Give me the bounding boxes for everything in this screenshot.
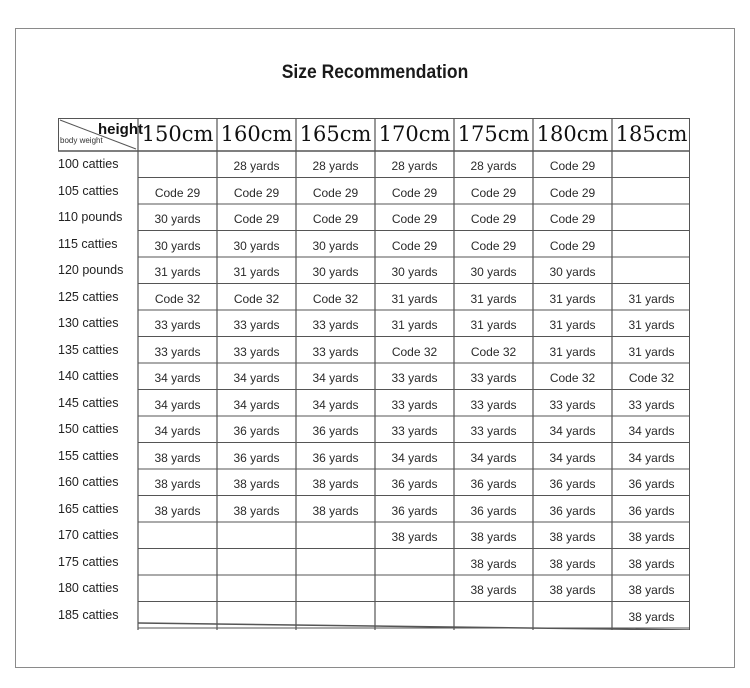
row-label: 170 catties <box>58 528 119 542</box>
column-header: 150cm <box>141 122 214 146</box>
column-header: 180cm <box>536 122 609 146</box>
row-label: 125 catties <box>58 289 119 304</box>
table-cell: 31 yards <box>154 265 201 279</box>
row-label: 185 catties <box>58 607 119 622</box>
table-cell: 30 yards <box>312 238 359 253</box>
table-cell: 31 yards <box>391 318 438 332</box>
corner-weight-label: body weight <box>60 136 103 145</box>
table-cell: Code 29 <box>154 185 201 200</box>
table-cell: Code 29 <box>312 212 359 226</box>
table-cell: 38 yards <box>154 477 201 491</box>
table-cell: 38 yards <box>628 583 675 597</box>
table-cell: 33 yards <box>470 371 517 385</box>
table-cell: Code 29 <box>549 212 596 226</box>
table-cell: 31 yards <box>628 291 675 306</box>
table-cell: 34 yards <box>628 424 675 438</box>
table-cell: Code 32 <box>391 344 438 359</box>
row-label: 120 pounds <box>58 263 124 277</box>
table-cell: 36 yards <box>233 424 280 438</box>
table-cell: Code 29 <box>549 185 596 200</box>
column-header: 165cm <box>299 122 372 146</box>
table-cell: 38 yards <box>549 530 596 544</box>
table-cell: 30 yards <box>233 238 280 253</box>
table-cell: 31 yards <box>628 344 675 359</box>
table-cell: 33 yards <box>391 397 438 412</box>
table-cell: 31 yards <box>549 291 596 306</box>
table-cell: 31 yards <box>549 318 596 332</box>
table-cell: 33 yards <box>154 318 201 332</box>
table-cell: 33 yards <box>470 424 517 438</box>
table-cell: 36 yards <box>312 424 359 438</box>
table-cell: 38 yards <box>391 530 438 544</box>
row-label: 140 catties <box>58 369 119 383</box>
table-cell: 36 yards <box>391 477 438 491</box>
table-cell: 30 yards <box>549 265 596 279</box>
table-cell: Code 29 <box>470 185 517 200</box>
table-cell: 33 yards <box>154 344 201 359</box>
table-cell: 36 yards <box>233 450 280 465</box>
table-cell: Code 32 <box>470 344 517 359</box>
table-cell: 38 yards <box>470 530 517 544</box>
table-cell: 30 yards <box>154 212 201 226</box>
table-cell: 31 yards <box>549 344 596 359</box>
table-cell: Code 29 <box>470 212 517 226</box>
table-cell: Code 29 <box>470 238 517 253</box>
table-cell: 33 yards <box>391 424 438 438</box>
table-cell: 33 yards <box>233 344 280 359</box>
table-cell: 38 yards <box>549 583 596 597</box>
table-cell: 38 yards <box>628 609 675 624</box>
table-cell: Code 32 <box>154 291 201 306</box>
table-cell: 36 yards <box>470 477 517 491</box>
table-cell: Code 32 <box>233 291 280 306</box>
table-cell: Code 29 <box>233 212 280 226</box>
row-label: 165 catties <box>58 501 119 516</box>
table-cell: 38 yards <box>312 503 359 518</box>
table-cell: 36 yards <box>312 450 359 465</box>
row-label: 130 catties <box>58 316 119 330</box>
table-cell: 34 yards <box>312 397 359 412</box>
table-cell: Code 32 <box>549 371 596 385</box>
table-cell: 30 yards <box>470 265 517 279</box>
table-cell: 30 yards <box>391 265 438 279</box>
table-cell: 33 yards <box>312 344 359 359</box>
table-cell: 33 yards <box>391 371 438 385</box>
table-cell: Code 32 <box>312 291 359 306</box>
table-cell: 38 yards <box>154 450 201 465</box>
table-cell: Code 29 <box>391 238 438 253</box>
table-cell: 34 yards <box>470 450 517 465</box>
table-cell: 34 yards <box>233 397 280 412</box>
table-cell: 38 yards <box>233 503 280 518</box>
table-cell: Code 29 <box>391 185 438 200</box>
table-cell: 28 yards <box>233 159 280 173</box>
table-cell: Code 29 <box>549 238 596 253</box>
table-cell: Code 29 <box>549 159 596 173</box>
table-cell: 38 yards <box>233 477 280 491</box>
table-cell: 34 yards <box>154 424 201 438</box>
table-cell: 34 yards <box>628 450 675 465</box>
column-header: 160cm <box>220 122 293 146</box>
row-label: 175 catties <box>58 554 119 569</box>
table-cell: 31 yards <box>470 318 517 332</box>
row-label: 160 catties <box>58 475 119 489</box>
table-cell: 34 yards <box>312 371 359 385</box>
table-cell: 33 yards <box>312 318 359 332</box>
table-cell: 33 yards <box>233 318 280 332</box>
table-cell: 38 yards <box>154 503 201 518</box>
row-label: 135 catties <box>58 342 119 357</box>
page-title: Size Recommendation <box>281 62 469 83</box>
table-cell: 34 yards <box>549 450 596 465</box>
table-cell: 36 yards <box>549 477 596 491</box>
table-cell: 38 yards <box>312 477 359 491</box>
table-cell: 38 yards <box>470 583 517 597</box>
row-label: 105 catties <box>58 183 119 198</box>
row-label: 155 catties <box>58 448 119 463</box>
table-cell: 33 yards <box>628 397 675 412</box>
table-cell: 36 yards <box>628 477 675 491</box>
row-label: 115 catties <box>58 236 118 251</box>
table-cell: 36 yards <box>549 503 596 518</box>
row-label: 150 catties <box>58 422 119 436</box>
table-cell: 36 yards <box>628 503 675 518</box>
table-cell: 34 yards <box>154 397 201 412</box>
table-cell: 34 yards <box>549 424 596 438</box>
table-cell: 36 yards <box>470 503 517 518</box>
table-cell: 34 yards <box>233 371 280 385</box>
table-cell: 31 yards <box>233 265 280 279</box>
table-cell: 30 yards <box>312 265 359 279</box>
table-bottom-border <box>138 623 690 630</box>
table-cell: 38 yards <box>628 530 675 544</box>
size-table <box>58 118 690 630</box>
table-cell: 33 yards <box>470 397 517 412</box>
table-cell: 28 yards <box>312 159 359 173</box>
table-cell: 33 yards <box>549 397 596 412</box>
column-header: 170cm <box>378 122 451 146</box>
table-cell: 36 yards <box>391 503 438 518</box>
corner-height-label: height <box>98 121 143 138</box>
table-cell: Code 29 <box>312 185 359 200</box>
row-label: 180 catties <box>58 581 119 595</box>
table-cell: 28 yards <box>470 159 517 173</box>
table-cell: Code 29 <box>233 185 280 200</box>
column-header: 175cm <box>457 122 530 146</box>
table-cell: 28 yards <box>391 159 438 173</box>
table-cell: 34 yards <box>154 371 201 385</box>
table-cell: 38 yards <box>470 556 517 571</box>
table-cell: 31 yards <box>391 291 438 306</box>
row-label: 110 pounds <box>58 210 123 224</box>
table-cell: 31 yards <box>628 318 675 332</box>
row-label: 100 catties <box>58 157 119 171</box>
row-label: 145 catties <box>58 395 119 410</box>
table-cell: Code 32 <box>628 371 675 385</box>
table-cell: 38 yards <box>628 556 675 571</box>
column-header: 185cm <box>615 122 688 146</box>
table-cell: 38 yards <box>549 556 596 571</box>
table-cell: 30 yards <box>154 238 201 253</box>
table-cell: Code 29 <box>391 212 438 226</box>
table-cell: 34 yards <box>391 450 438 465</box>
table-cell: 31 yards <box>470 291 517 306</box>
